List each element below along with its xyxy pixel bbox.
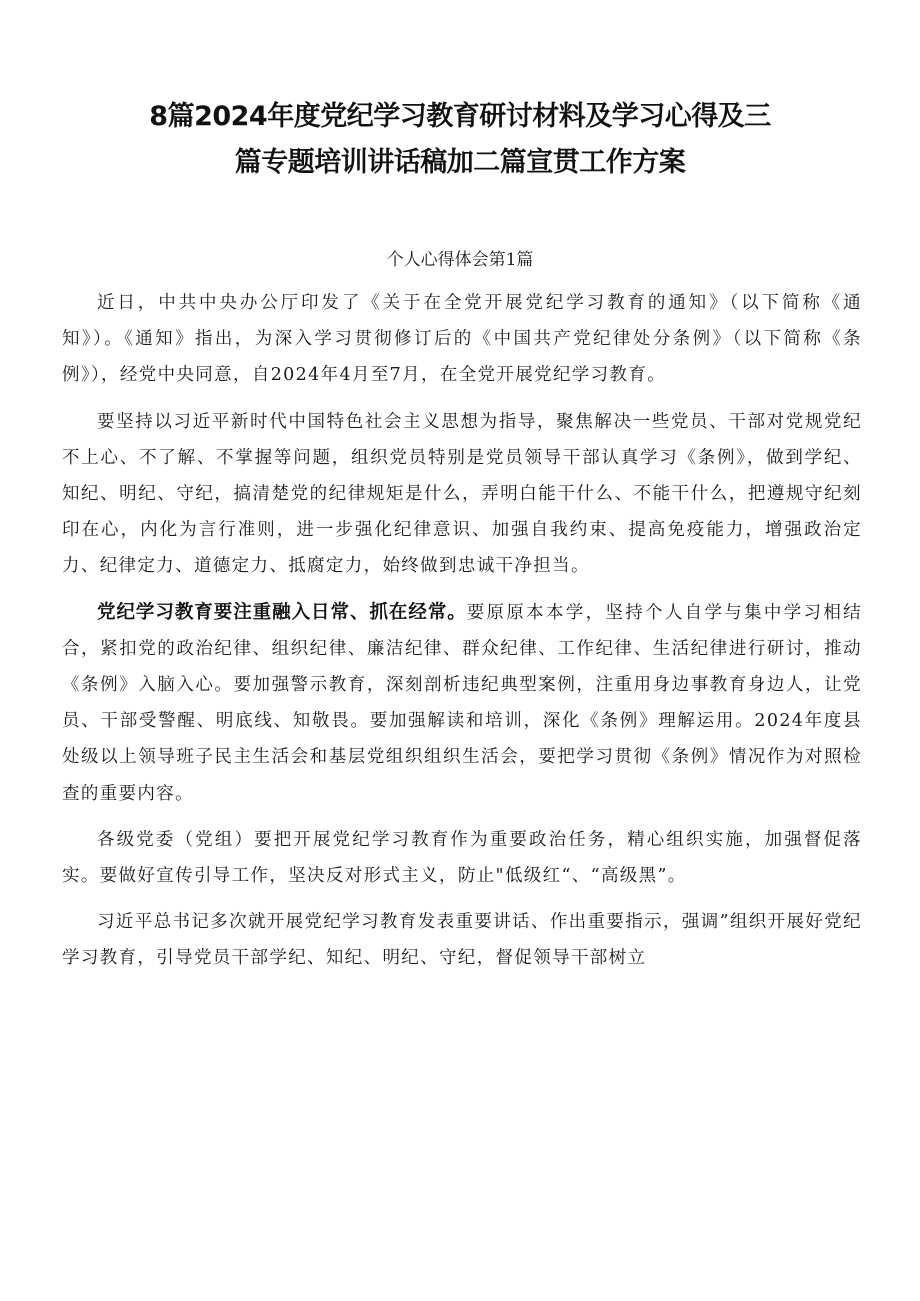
paragraph-4	[62, 822, 862, 894]
paragraph-2	[62, 404, 862, 585]
paragraph-5-text: 习近平总书记多次就开展党纪学习教育发表重要讲话、作出重要指示，强调”组织开展好党纪学习教育，引导党员干部学纪、知纪、明纪、守纪，督促领导干部树立	[62, 912, 862, 969]
document-title-line-1: 8篇2024年度党纪学习教育研讨材料及学习心得及三	[149, 101, 771, 132]
paragraph-3-text: 要原原本本学，坚持个人自学与集中学习相结合，紧扣党的政治纪律、组织纪律、廉洁纪律、群众纪律、工作纪律、生活纪律进行研讨，推动《条例》入脑入心。要加强警示教育，深刻剖析违纪典型案例，注重用身边事教育身边人，让党员、干部受警醒、明底线、知敬畏。要加强解读和培训，深化《条例》理解运用。2024年度县处级以上领导班子民主生活会和基层党组织组织生活会，要把学习贯彻《条例》情况作为对照检查的重要内容。	[62, 602, 862, 804]
paragraph-1-text: 近日，中共中央办公厅印发了《关于在全党开展党纪学习教育的通知》（以下简称《通知》）。《通知》指出，为深入学习贯彻修订后的《中国共产党纪律处分条例》（以下简称《条例》），经党中央同意，自2024年4月至7月，在全党开展党纪学习教育。	[62, 293, 862, 386]
paragraph-1	[62, 285, 862, 394]
paragraph-3-lead: 党纪学习教育要注重融入日常、抓在经常。	[97, 601, 467, 623]
paragraph-5	[62, 904, 862, 976]
document-body	[62, 285, 862, 987]
paragraph-4-text: 各级党委（党组）要把开展党纪学习教育作为重要政治任务，精心组织实施，加强督促落实。要做好宣传引导工作，坚决反对形式主义，防止"低级红“、“高级黑”。	[62, 829, 862, 887]
document-title-line-2: 篇专题培训讲话稿加二篇宣贯工作方案	[234, 147, 686, 178]
paragraph-3	[62, 595, 862, 812]
section-title: 个人心得体会第1篇	[386, 250, 534, 270]
paragraph-2-text: 要坚持以习近平新时代中国特色社会主义思想为指导，聚焦解决一些党员、干部对党规党纪不上心、不了解、不掌握等问题，组织党员特别是党员领导干部认真学习《条例》，做到学纪、知纪、明纪、守纪，搞清楚党的纪律规矩是什么，弄明白能干什么、不能干什么，把遵规守纪刻印在心，内化为言行准则，进一步强化纪律意识、加强自我约束、提高免疫能力，增强政治定力、纪律定力、道德定力、抵腐定力，始终做到忠诚干净担当。	[62, 411, 862, 577]
